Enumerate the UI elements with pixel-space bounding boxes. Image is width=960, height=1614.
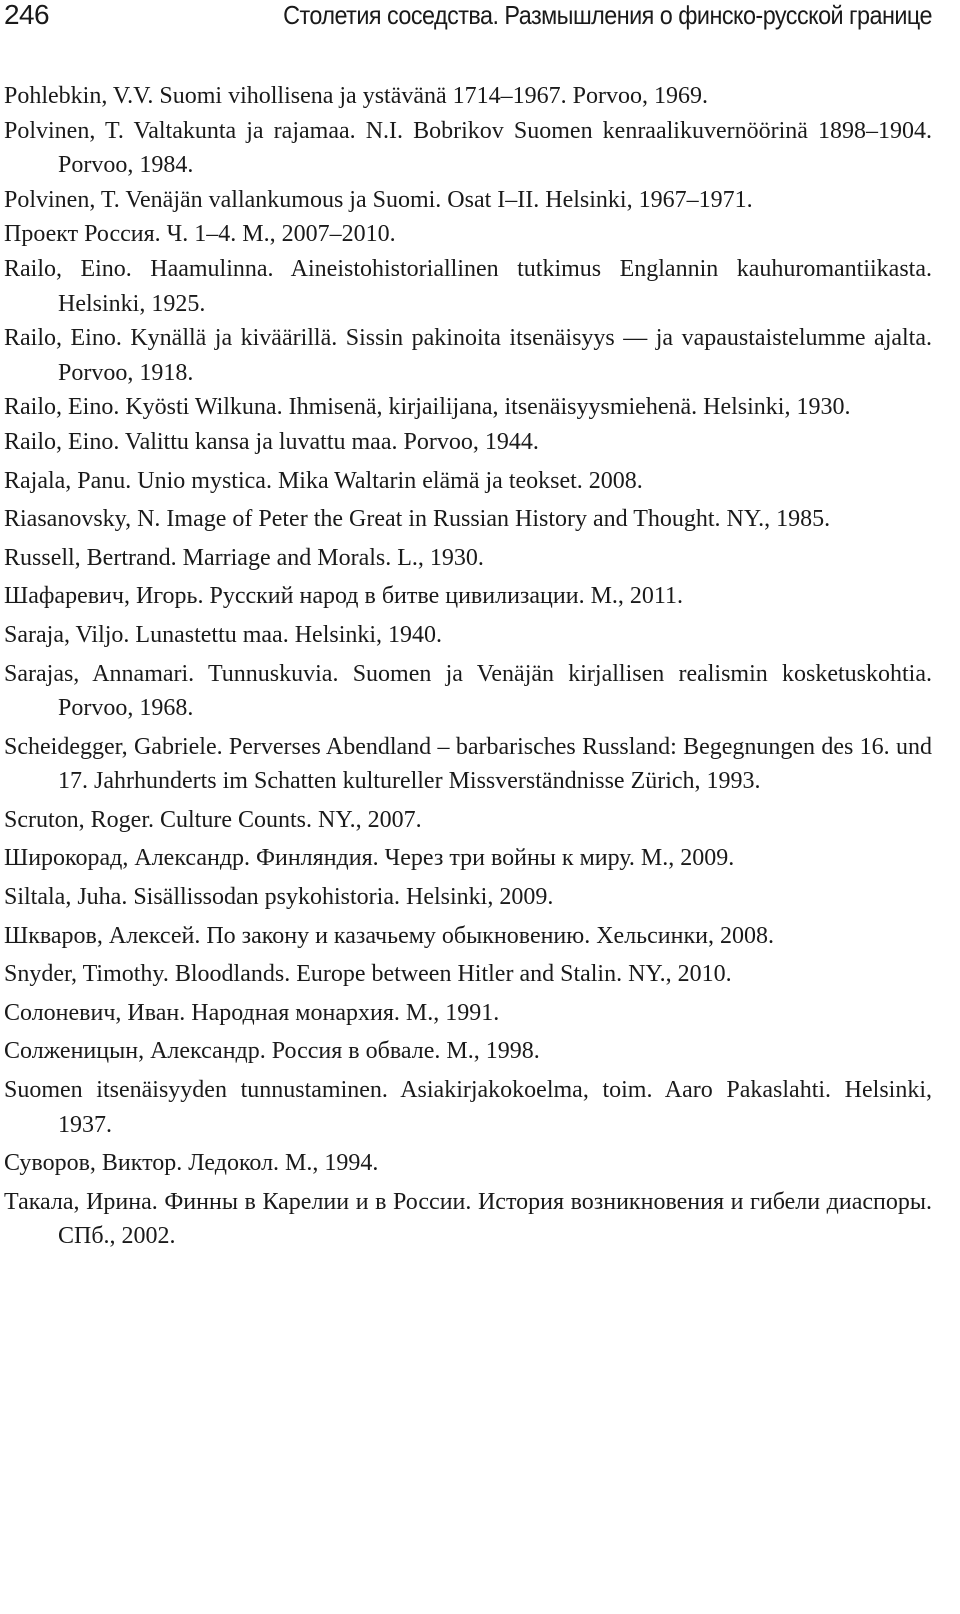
running-title: Столетия соседства. Размышления о финско-русской границе xyxy=(283,0,932,30)
bibliography-entry: Suomen itsenäisyyden tunnustaminen. Asiakirjakokoelma, toim. Aaro Pakaslahti. Helsinki, 1937. xyxy=(4,1077,932,1138)
bibliography-entry: Такала, Ирина. Финны в Карелии и в России. История возникновения и гибели диаспоры. СПб., 2002. xyxy=(4,1188,932,1250)
bibliography-entry: Siltala, Juha. Sisällissodan psykohistoria. Helsinki, 2009. xyxy=(4,884,554,911)
bibliography-entry: Polvinen, T. Venäjän vallankumous ja Suomi. Osat I–II. Helsinki, 1967–1971. xyxy=(4,186,753,213)
bibliography-entry: Railo, Eino. Valittu kansa ja luvattu maa. Porvoo, 1944. xyxy=(4,428,539,455)
bibliography-entry: Шкваров, Алексей. По закону и казачьему обыкновению. Хельсинки, 2008. xyxy=(4,922,774,949)
bibliography-entry: Rajala, Panu. Unio mystica. Mika Waltarin elämä ja teokset. 2008. xyxy=(4,467,643,494)
bibliography-entry: Russell, Bertrand. Marriage and Morals. L., 1930. xyxy=(4,544,484,571)
bibliography-list xyxy=(4,79,932,1254)
bibliography-entry: Суворов, Виктор. Ледокол. М., 1994. xyxy=(4,1150,379,1177)
bibliography-entry: Snyder, Timothy. Bloodlands. Europe between Hitler and Stalin. NY., 2010. xyxy=(4,961,732,988)
bibliography-entry: Широкорад, Александр. Финляндия. Через три войны к миру. М., 2009. xyxy=(4,845,735,872)
page-header xyxy=(4,0,932,32)
bibliography-entry: Солоневич, Иван. Народная монархия. М., 1991. xyxy=(4,999,500,1026)
bibliography-entry: Polvinen, T. Valtakunta ja rajamaa. N.I. Bobrikov Suomen kenraalikuvernöörinä 1898–1904. Porvoo, 1984. xyxy=(4,117,932,179)
bibliography-entry: Railo, Eino. Haamulinna. Aineistohistoriallinen tutkimus Englannin kauhuromantiikasta. Helsinki, 1925. xyxy=(4,255,932,317)
bibliography-entry: Scruton, Roger. Culture Counts. NY., 2007. xyxy=(4,806,422,833)
bibliography-entry: Sarajas, Annamari. Tunnuskuvia. Suomen ja Venäjän kirjallisen realismin kosketuskohtia. Porvoo, 1968. xyxy=(4,660,932,722)
bibliography-entry: Солженицын, Александр. Россия в обвале. М., 1998. xyxy=(4,1038,540,1065)
bibliography-entry: Pohlebkin, V.V. Suomi vihollisena ja ystävänä 1714–1967. Porvoo, 1969. xyxy=(4,83,709,109)
bibliography-entry: Шафаревич, Игорь. Русский народ в битве цивилизации. М., 2011. xyxy=(4,583,684,610)
bibliography-entry: Saraja, Viljo. Lunastettu maa. Helsinki, 1940. xyxy=(4,621,443,648)
page-number: 246 xyxy=(4,0,49,30)
bibliography-entry: Проект Россия. Ч. 1–4. М., 2007–2010. xyxy=(4,221,396,248)
bibliography-entry: Railo, Eino. Kynällä ja kiväärillä. Sissin pakinoita itsenäisyys — ja vapaustaistelumme ajalta. Porvoo, 1918. xyxy=(4,325,932,386)
bibliography-entry: Scheidegger, Gabriele. Perverses Abendland – barbarisches Russland: Begegnungen des 16. und 17. Jahrhunderts im Schatten kultureller Missverständnisse Zürich, 1993. xyxy=(4,733,932,795)
bibliography-entry: Railo, Eino. Kyösti Wilkuna. Ihmisenä, kirjailijana, itsenäisyysmiehenä. Helsinki, 1930. xyxy=(4,394,851,421)
bibliography-entry: Riasanovsky, N. Image of Peter the Great in Russian History and Thought. NY., 1985. xyxy=(4,506,831,533)
